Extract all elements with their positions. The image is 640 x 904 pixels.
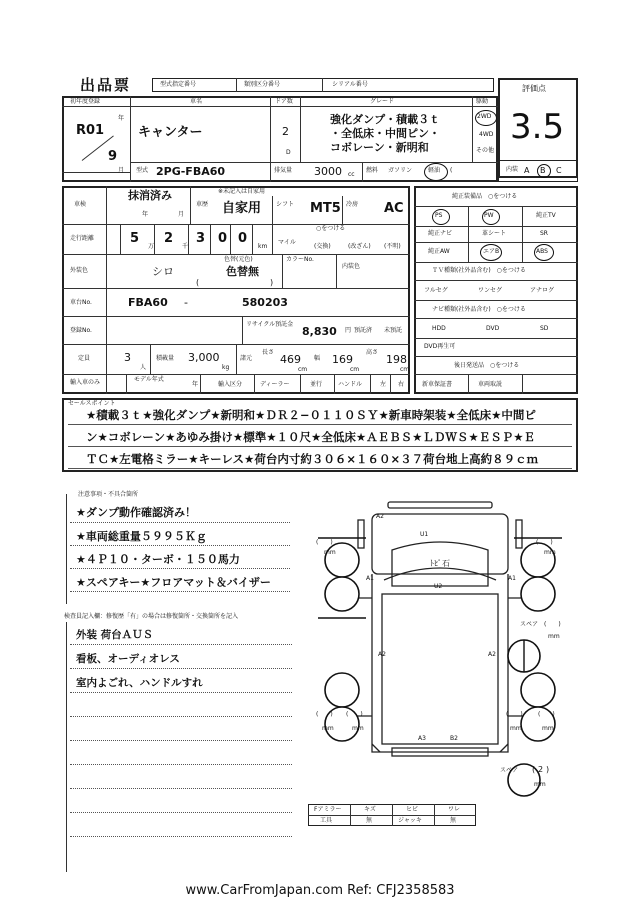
notes-label: 注意事項・不具合箇所 <box>78 491 139 498</box>
dvd-label: DVD再生可 <box>424 343 456 350</box>
mark-a3: A3 <box>418 735 426 742</box>
history-value: 自家用 <box>222 201 262 216</box>
field2-label: 類別区分番号 <box>244 81 281 88</box>
mileage-unit-km: km <box>258 243 268 250</box>
grade-line-1: 強化ダンプ・積載３ｔ <box>330 113 441 126</box>
sales-line-2: ン★コボレーン★あゆみ掛け★標準★１０尺★全低床★ＡＥＢＳ★ＬＤＷＳ★ＥＳＰ★Ｅ <box>86 430 536 444</box>
length-label: 長さ <box>262 349 275 356</box>
spec-number-row <box>152 78 494 92</box>
fuel-options: ガソリン <box>388 167 413 174</box>
page-title: 出品票 <box>80 76 132 94</box>
year-label: 初年度登録 <box>70 98 101 105</box>
mileage-label: 走行距離 <box>70 235 95 242</box>
inspection-month: 月 <box>178 211 185 218</box>
td-jack-value: 無 <box>450 817 457 824</box>
month-unit: 月 <box>118 167 125 174</box>
ac-label: 冷房 <box>346 201 359 208</box>
mark-chip: ﾄﾋﾟ石 <box>430 559 450 568</box>
length-value: 469 <box>280 353 301 366</box>
drive-label: 駆動 <box>476 98 489 105</box>
mileage-opt-mile: マイル <box>278 239 296 246</box>
import-label: 輸入車のみ <box>70 379 101 386</box>
th-break: ワレ <box>448 806 461 813</box>
nav-hdd: HDD <box>432 325 446 332</box>
mileage-digit-3: 3 <box>196 231 206 246</box>
recycle-paid: 預託済 <box>354 327 373 334</box>
reg-label: 登録No. <box>70 327 92 334</box>
import-type-label: 輸入区分 <box>218 381 243 388</box>
spare-label-2: スペア <box>500 767 519 774</box>
grade-label: グレード <box>370 98 395 105</box>
handle-left: 左 <box>380 381 387 388</box>
door-label: ドア数 <box>275 98 293 105</box>
history-label: 車歴 <box>196 201 209 208</box>
opt-ps: PS <box>435 212 443 219</box>
recycle-unit: 円 <box>345 327 352 334</box>
opt-nav: 純正ナビ <box>428 230 453 237</box>
car-name: キャンター <box>138 125 203 140</box>
mark-a1-right: A1 <box>508 575 516 582</box>
docs-manual: 車両取説 <box>478 381 503 388</box>
mm-label-8: mm <box>534 781 546 788</box>
note-line-2: ★車両総重量５９９５Ｋｇ <box>76 530 207 543</box>
th-mirror: Fアミラー <box>314 806 342 813</box>
name-label: 車名 <box>190 98 203 105</box>
model-value: 2PG-FBA60 <box>156 165 226 178</box>
spare-value: 2 <box>538 765 544 774</box>
recolor-label: 色替(元色) <box>224 256 253 263</box>
drive-2wd: 2WD <box>477 113 492 120</box>
interior-c: C <box>556 166 562 175</box>
field3-label: シリアル番号 <box>332 81 368 88</box>
sales-line-3: ＴＣ★左電格ミラー★キーレス★荷台内寸約３０６×１６０×３７荷台地上高約８９ｃｍ <box>86 452 539 466</box>
chassis-number: 580203 <box>242 296 288 309</box>
inspector-line-3: 室内よごれ、ハンドルすれ <box>76 677 203 689</box>
recycle-label: リサイクル預託金 <box>246 321 294 328</box>
color-label: 外装色 <box>70 267 89 274</box>
import-dealer: ディーラー <box>260 381 290 388</box>
height-value: 198 <box>386 353 407 366</box>
inspector-line-2: 看板、オーディオレス <box>76 653 180 665</box>
inspection-value: 抹消済み <box>128 189 172 202</box>
recycle-value: 8,830 <box>302 325 337 338</box>
opt-aw: 純正AW <box>428 248 450 255</box>
mileage-unit-man: 万 <box>148 243 155 250</box>
load-value: 3,000 <box>188 351 220 364</box>
th-crack: ヒビ <box>406 806 419 813</box>
handle-label: ハンドル <box>338 381 363 388</box>
colorno-label: カラーNo. <box>286 256 314 263</box>
ac-value: AC <box>384 201 404 216</box>
footer-ref: www.CarFromJapan.com Ref: CFJ2358583 <box>185 883 455 898</box>
field1-label: 型式指定番号 <box>160 81 197 88</box>
mm-label-7: mm <box>548 633 560 640</box>
mm-label-6: mm <box>542 725 554 732</box>
mark-u2: U2 <box>434 583 443 590</box>
shift-label: シフト <box>276 201 295 208</box>
history-note: ※未記入は自家用 <box>218 188 266 195</box>
mileage-unit-sen: 千 <box>182 243 189 250</box>
chassis-dash: - <box>184 296 188 309</box>
opt-sr: SR <box>540 230 548 237</box>
nav-sd: SD <box>540 325 549 332</box>
score-value: 3.5 <box>510 107 565 147</box>
note-line-4: ★スペアキー★フロアマット＆バイザー <box>76 576 271 589</box>
vehicle-diagram <box>300 490 580 800</box>
interior-b: B <box>540 166 546 175</box>
score-label: 評価点 <box>522 84 546 93</box>
interior-label: 内装 <box>506 166 519 173</box>
note-line-1: ★ダンプ動作確認済み！ <box>76 506 196 519</box>
inspection-year: 年 <box>142 211 149 218</box>
spare-label-1: スペア <box>520 621 539 628</box>
opt-airbag: エアB <box>483 248 500 255</box>
capacity-label: 定員 <box>78 355 91 362</box>
inspector-label: 検査員記入欄：修復歴「有」の場合は修復箇所・交換箇所を記入 <box>64 613 239 620</box>
mileage-opt-exchange: (交換) <box>314 243 331 250</box>
mileage-opt-unknown: (不明) <box>384 243 401 250</box>
mark-a1-left: A1 <box>366 575 374 582</box>
height-unit: cm <box>400 366 410 373</box>
mileage-digit-4: 0 <box>218 231 228 246</box>
capacity-unit: 人 <box>140 364 147 371</box>
th-scratch: キズ <box>364 806 376 813</box>
shift-value: MT5 <box>310 201 341 216</box>
recycle-unpaid: 未預託 <box>384 327 403 334</box>
opt-tv: 純正TV <box>536 212 556 219</box>
year-era: R01 <box>76 123 105 138</box>
td-tools: 工具 <box>320 817 333 824</box>
cc-value: 3000 <box>314 165 342 178</box>
length-unit: cm <box>298 366 308 373</box>
dims-label: 諸元 <box>240 355 253 362</box>
door-count: 2 <box>282 125 289 138</box>
interior-color-label: 内装色 <box>342 263 361 270</box>
docs-warranty: 新車保証書 <box>422 381 453 388</box>
tv-analog: アナログ <box>530 287 555 294</box>
inspection-label: 車検 <box>74 201 87 208</box>
recolor-value: 色替無 <box>226 265 259 278</box>
mm-label-2: mm <box>544 549 556 556</box>
drive-other: その他 <box>476 147 495 154</box>
handle-right: 右 <box>398 381 405 388</box>
td-tools-value: 無 <box>366 817 373 824</box>
cc-label: 排気量 <box>274 167 293 174</box>
inspector-line-1: 外装 荷台ＡＵＳ <box>76 629 154 641</box>
mm-label-1: mm <box>324 549 336 556</box>
color-value: シロ <box>152 265 174 278</box>
height-label: 高さ <box>366 349 379 356</box>
docs-header: 後日発送品 ○をつける <box>454 362 520 369</box>
width-label: 幅 <box>314 355 321 362</box>
mark-a2-left: A2 <box>378 651 386 658</box>
tv-header: ＴＶ種類(社外品含む) ○をつける <box>432 267 526 274</box>
mark-a2-right: A2 <box>488 651 496 658</box>
fuel-label: 燃料 <box>366 167 379 174</box>
mm-label-5: mm <box>510 725 522 732</box>
mark-u1: U1 <box>420 531 429 538</box>
year-unit: 年 <box>118 115 125 122</box>
load-label: 積載量 <box>156 355 175 362</box>
sales-label: セールスポイント <box>68 400 116 407</box>
tv-oneseg: ワンセグ <box>478 287 503 294</box>
mileage-check: ○をつける <box>316 225 346 232</box>
grade-line-3: コボレーン・新明和 <box>330 141 429 154</box>
model-label: 型式 <box>136 167 149 174</box>
opt-pw: PW <box>484 212 494 219</box>
month-value: 9 <box>108 149 118 164</box>
td-jack: ジャッキ <box>398 817 422 824</box>
mm-label-4: mm <box>352 725 364 732</box>
grade-line-2: ・全低床・中間ピン・ <box>330 127 440 140</box>
width-value: 169 <box>332 353 353 366</box>
nav-header: ナビ種類(社外品含む) ○をつける <box>432 306 526 313</box>
interior-a: A <box>524 166 530 175</box>
mileage-digit-1: 5 <box>130 231 140 246</box>
load-unit: kg <box>222 364 230 371</box>
mm-label-3: mm <box>322 725 334 732</box>
mark-a2-cab: A2 <box>376 513 384 520</box>
note-line-3: ★４Ｐ１０・ターボ・１５０馬力 <box>76 553 240 566</box>
model-year-unit: 年 <box>192 381 199 388</box>
sales-line-1: ★積載３ｔ★強化ダンプ★新明和★ＤＲ２−０１１０ＳＹ★新車時架装★全低床★中間ピ <box>86 408 536 422</box>
chassis-model: FBA60 <box>128 296 168 309</box>
cc-unit: cc <box>348 171 355 178</box>
mileage-digit-5: 0 <box>238 231 248 246</box>
fuel-selected: 軽油 <box>428 167 441 174</box>
drive-4wd: 4WD <box>479 131 494 138</box>
tv-fullseg: フルセグ <box>424 287 448 294</box>
mileage-digit-2: 2 <box>164 231 174 246</box>
door-sub: D <box>286 149 291 156</box>
width-unit: cm <box>350 366 360 373</box>
opt-abs: ABS <box>536 248 548 255</box>
nav-dvd: DVD <box>486 325 500 332</box>
opt-leather: 革シート <box>482 230 507 237</box>
capacity-value: 3 <box>124 351 131 364</box>
model-year-label: モデル年式 <box>134 376 164 383</box>
options-header: 純正装備品 ○をつける <box>452 193 518 200</box>
mileage-opt-altered: (改ざん) <box>348 243 371 250</box>
chassis-label: 車台No. <box>70 299 92 306</box>
import-parallel: 並行 <box>310 381 323 388</box>
mark-b2: B2 <box>450 735 458 742</box>
